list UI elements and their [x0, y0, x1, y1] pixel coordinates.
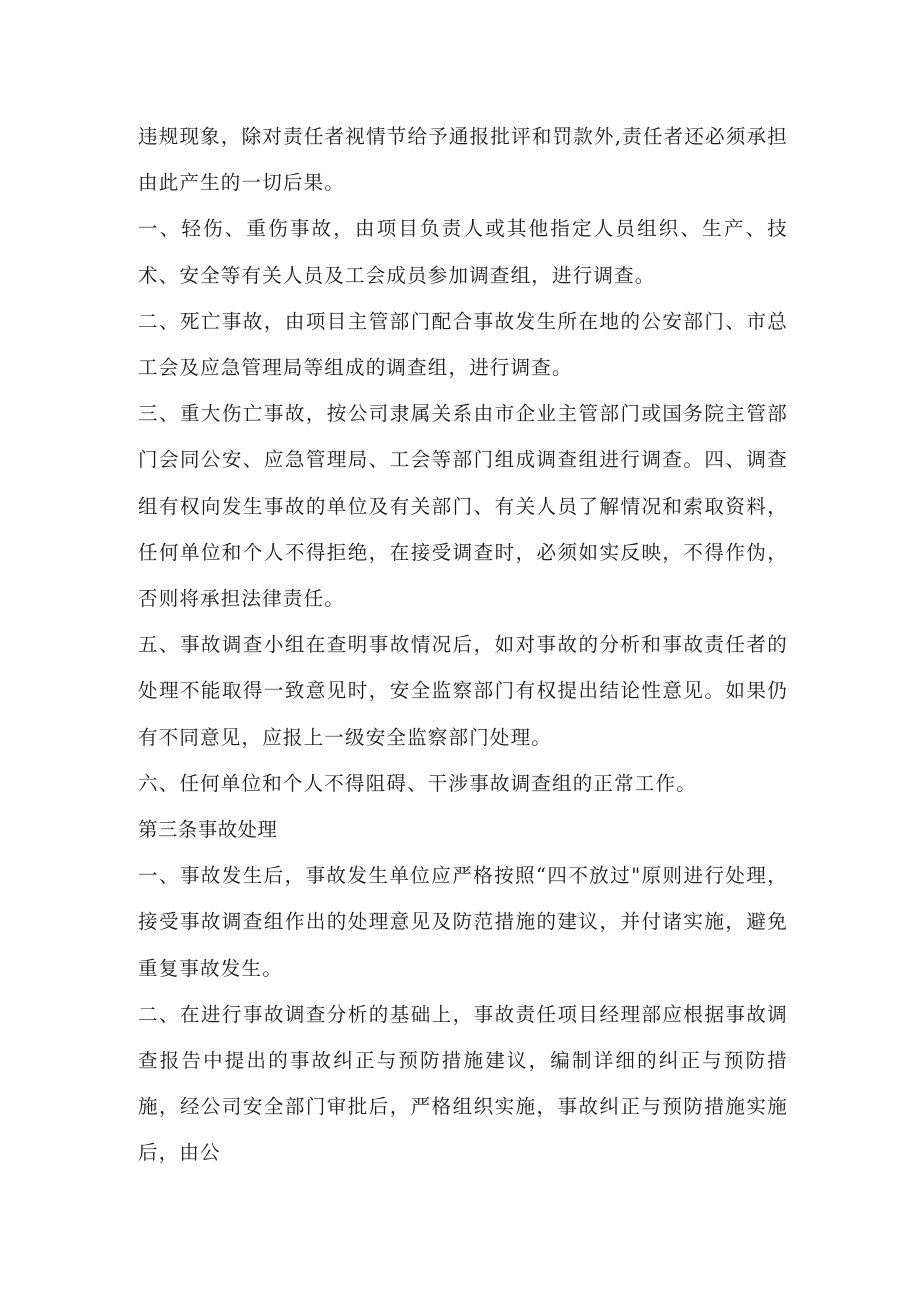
section-heading-accident-handling: 第三条事故处理	[138, 818, 278, 842]
paragraph-minor-injury: 一、轻伤、重伤事故，由项目负责人或其他指定人员组织、生产、技术、安全等有关人员及工会成员参加调查组，进行调查。	[138, 217, 788, 287]
paragraph-major-casualty: 三、重大伤亡事故，按公司隶属关系由市企业主管部门或国务院主管部门会同公安、应急管理局、工会等部门组成调查组进行调查。四、调查组有权向发生事故的单位及有关部门、有关人员了解情况和索取资料，任何单位和个人不得拒绝，在接受调查时，必须如实反映，不得作伪，否则将承担法律责任。	[138, 402, 788, 611]
paragraph-no-obstruction: 六、任何单位和个人不得阻碍、干涉事故调查组的正常工作。	[138, 771, 697, 795]
paragraph-consequences: 违规现象，除对责任者视情节给予通报批评和罚款外,责任者还必须承担由此产生的一切后果。	[138, 125, 788, 195]
paragraph-four-principles: 一、事故发生后，事故发生单位应严格按照“四不放过"原则进行处理，接受事故调查组作出的处理意见及防范措施的建议，并付诸实施，避免重复事故发生。	[138, 864, 788, 980]
paragraph-investigation-team: 五、事故调查小组在查明事故情况后，如对事故的分析和事故责任者的处理不能取得一致意见时，安全监察部门有权提出结论性意见。如果仍有不同意见，应报上一级安全监察部门处理。	[138, 633, 788, 749]
paragraph-corrective-measures: 二、在进行事故调查分析的基础上，事故责任项目经理部应根据事故调查报告中提出的事故纠正与预防措施建议，编制详细的纠正与预防措施，经公司安全部门审批后，严格组织实施，事故纠正与预防措施实施后，由公	[138, 1002, 788, 1165]
paragraph-fatal-accident: 二、死亡事故，由项目主管部门配合事故发生所在地的公安部门、市总工会及应急管理局等组成的调查组，进行调查。	[138, 309, 788, 380]
document-body	[138, 114, 788, 1177]
